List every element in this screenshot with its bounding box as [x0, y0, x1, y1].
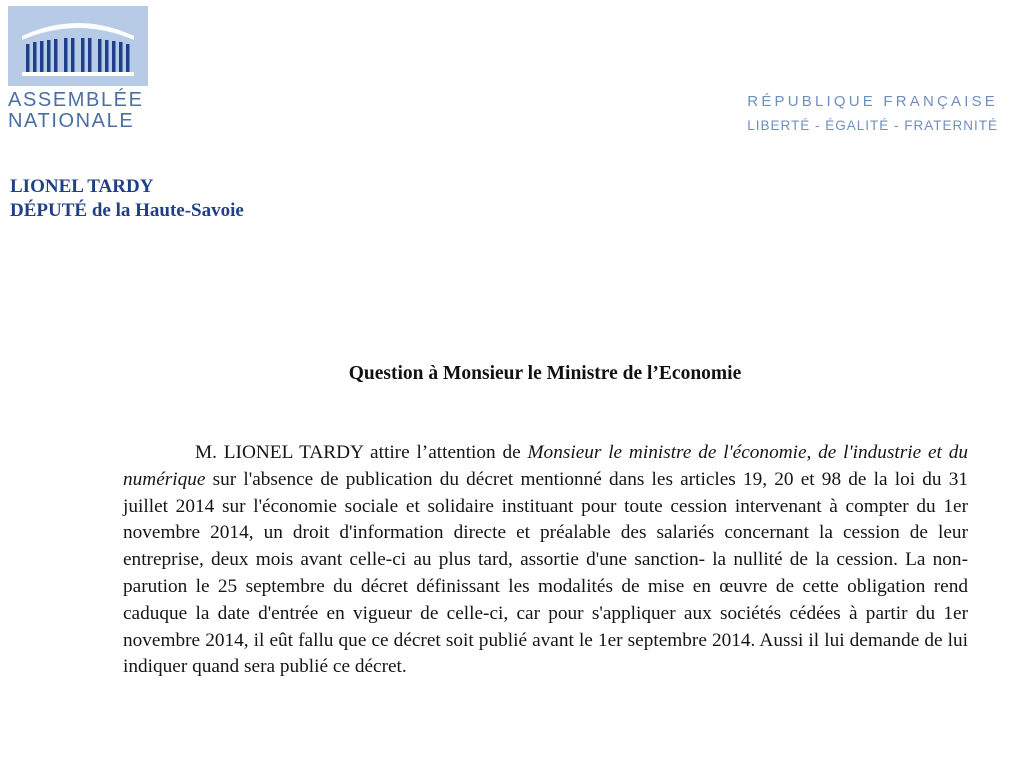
assemblee-nationale-logo	[8, 6, 150, 132]
assemblee-nationale-wordmark	[8, 90, 150, 132]
question-intro: M. LIONEL TARDY attire l’attention de	[195, 442, 528, 463]
national-motto: LIBERTÉ - ÉGALITÉ - FRATERNITÉ	[747, 118, 998, 133]
question-text: sur l'absence de publication du décret mentionné dans les articles 19, 20 et 98 de la loi du 31 juillet 2014 sur l'économie sociale et solidaire instituant pour toute cession intervenant à compter du 1er novembre 2014, un droit d'information directe et préalable des salariés concernant la cession de leur entreprise, deux mois avant celle-ci au plus tard, assortie d'une sanction- la nullité de la cession. La non-parution le 25 septembre du décret définissant les modalités de mise en œuvre de cette obligation rend caduque la date d'entrée en vigueur de celle-ci, car pour s'appliquer aux sociétés cédées à partir du 1er novembre 2014, il eût fallu que ce décret soit publié avant le 1er septembre 2014. Aussi il lui demande de lui indiquer quand sera publié ce décret.	[123, 468, 968, 678]
minister-name: Monsieur le ministre de l'économie, de l'industrie et du numérique	[123, 442, 968, 490]
author-block	[10, 175, 244, 223]
question-body	[123, 440, 968, 681]
logo-line-1: ASSEMBLÉE	[8, 89, 144, 111]
hemicycle-icon	[8, 6, 148, 86]
author-title: DÉPUTÉ de la Haute-Savoie	[10, 200, 244, 221]
logo-line-2: NATIONALE	[8, 110, 135, 132]
republique-francaise: RÉPUBLIQUE FRANÇAISE	[747, 93, 998, 110]
author-name: LIONEL TARDY	[10, 176, 154, 197]
republic-heading	[747, 92, 998, 136]
question-title: Question à Monsieur le Ministre de l’Economie	[348, 363, 742, 384]
